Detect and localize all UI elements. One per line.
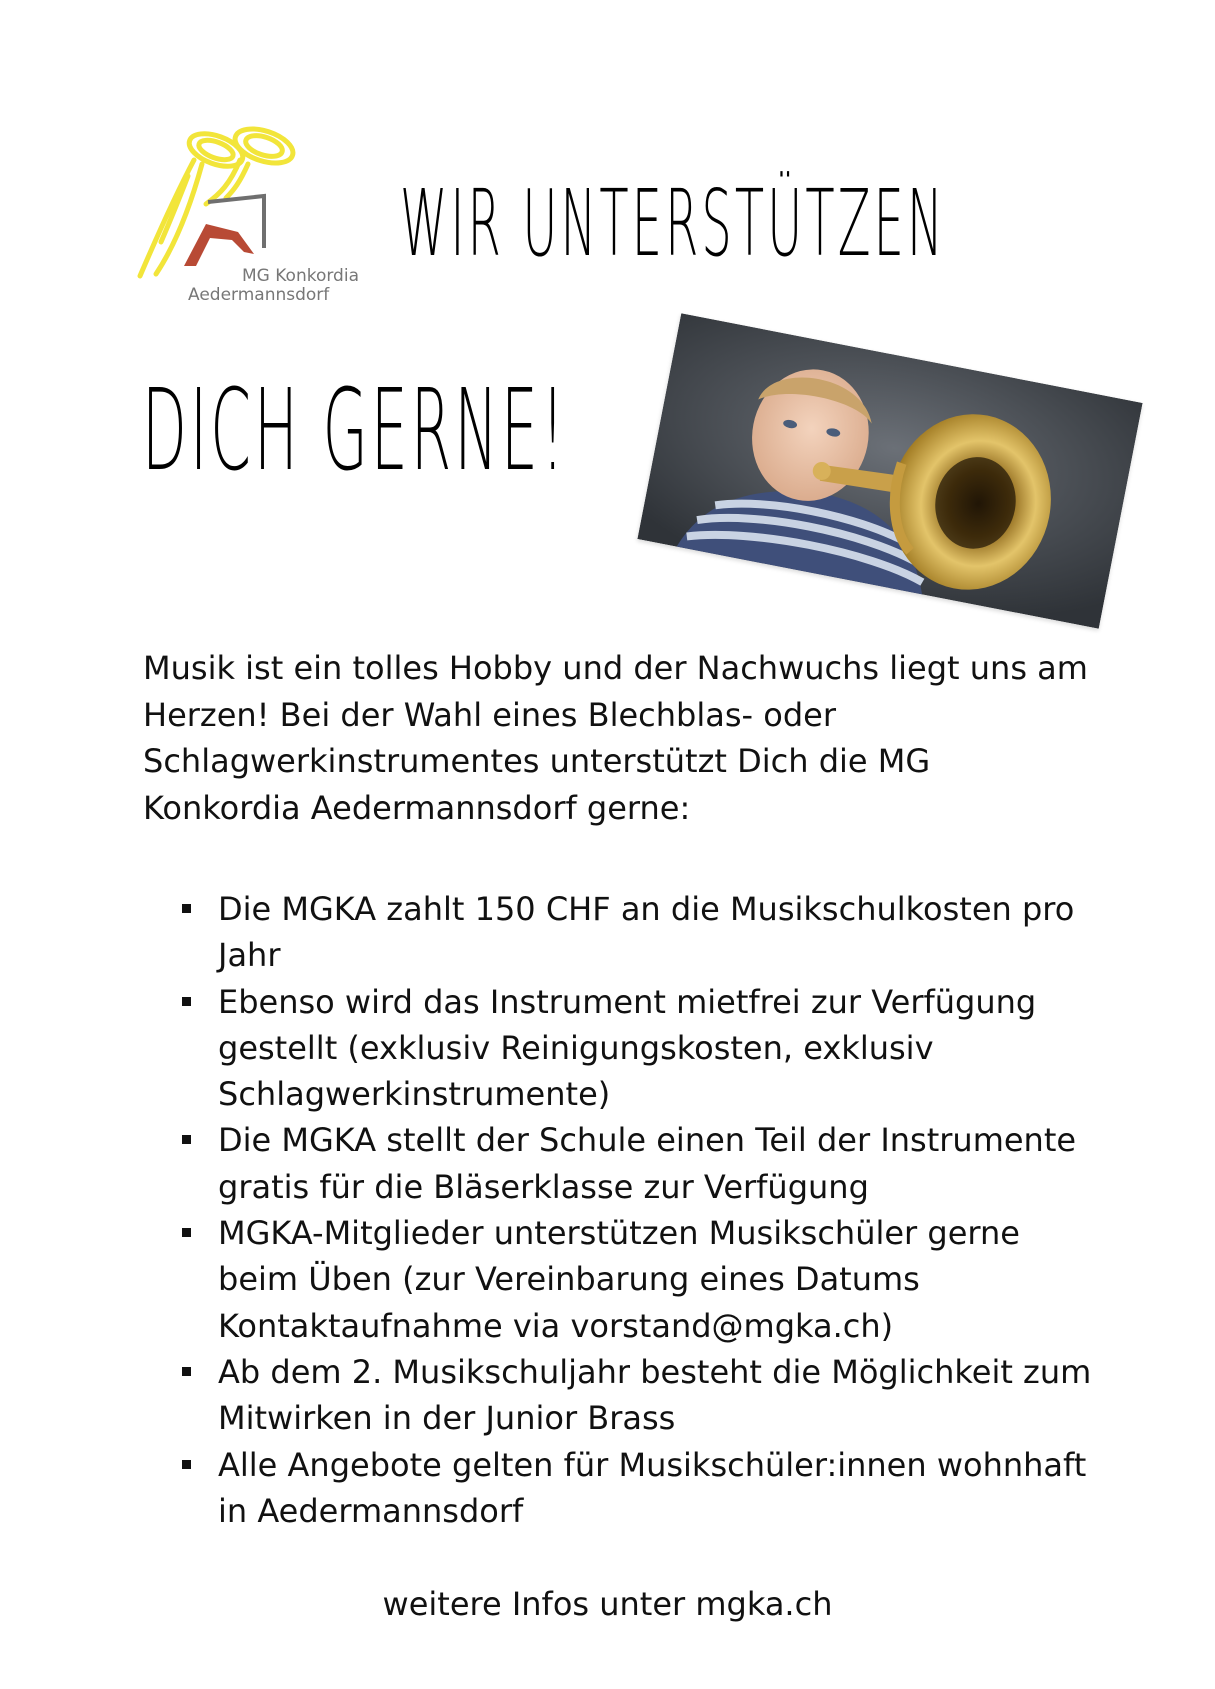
intro-paragraph: Musik ist ein tolles Hobby und der Nachwuchs liegt uns am Herzen! Bei der Wahl eines Blechblas- oder Schlagwerkinstrumentes unterstützt Dich die MG Konkordia Aedermannsdorf gerne: — [143, 649, 1088, 827]
bullet-square-icon — [182, 1460, 191, 1469]
list-item-text: Alle Angebote gelten für Musikschüler:innen wohnhaft in Aedermannsdorf — [218, 1445, 1087, 1530]
bullet-square-icon — [182, 997, 191, 1006]
child-with-trumpet-photo — [637, 313, 1142, 628]
list-item — [143, 1210, 1103, 1349]
list-item-text: Ebenso wird das Instrument mietfrei zur Verfügung gestellt (exklusiv Reinigungskosten, exklusiv Schlagwerkinstrumente) — [218, 982, 1037, 1114]
list-item-text: MGKA-Mitglieder unterstützen Musikschüler gerne beim Üben (zur Vereinbarung eines Datums Kontaktaufnahme via vorstand@mgka.ch) — [218, 1214, 1020, 1345]
footer-info: weitere Infos unter mgka.ch — [382, 1585, 833, 1623]
logo-mg-konkordia — [136, 124, 366, 304]
list-item — [143, 979, 1103, 1118]
photo-illustration — [637, 313, 1142, 628]
logo-text-line1: MG Konkordia — [242, 266, 359, 286]
list-item-text: Die MGKA stellt der Schule einen Teil der Instrumente gratis für die Bläserklasse zur Verfügung — [218, 1121, 1077, 1206]
list-item-text: Die MGKA zahlt 150 CHF an die Musikschulkosten pro Jahr — [218, 890, 1075, 975]
bullet-square-icon — [182, 904, 191, 913]
bullet-square-icon — [182, 1228, 191, 1237]
bullet-square-icon — [182, 1367, 191, 1376]
headline-line1: WIR UNTERSTÜTZEN — [400, 170, 946, 277]
list-item — [143, 1117, 1103, 1210]
headline-line2: DICH GERNE! — [142, 366, 568, 496]
list-item — [143, 886, 1103, 979]
list-item-text: Ab dem 2. Musikschuljahr besteht die Möglichkeit zum Mitwirken in der Junior Brass — [218, 1352, 1092, 1438]
logo-text-line2: Aedermannsdorf — [188, 285, 330, 305]
list-item — [143, 1349, 1103, 1442]
benefits-list — [143, 886, 1103, 1534]
list-item — [143, 1442, 1103, 1535]
bullet-square-icon — [182, 1135, 191, 1144]
